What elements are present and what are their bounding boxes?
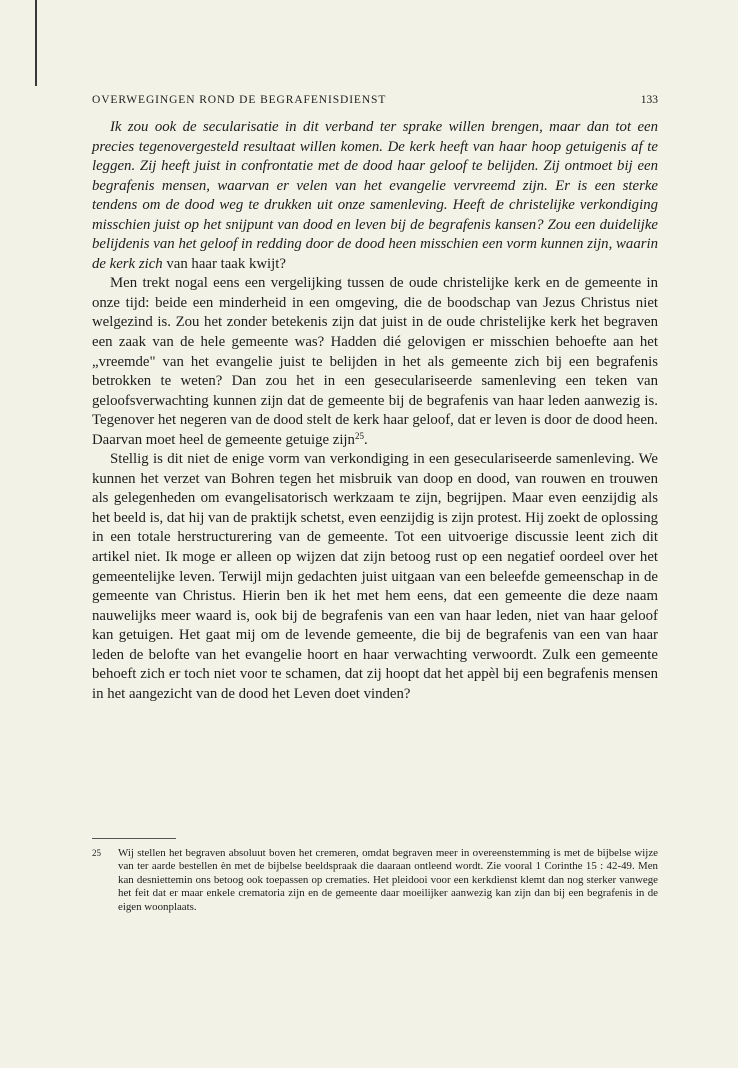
paragraph-3 — [92, 450, 658, 704]
footnote-reference[interactable]: 25 — [354, 430, 364, 441]
running-title: OVERWEGINGEN ROND DE BEGRAFENISDIENST — [92, 94, 387, 106]
paragraph-2-end: . — [363, 431, 368, 448]
footnote — [92, 847, 658, 914]
body-text — [92, 118, 658, 704]
paragraph-2 — [92, 274, 658, 450]
footnote-number: 25 — [92, 848, 101, 858]
footnote-text: Wij stellen het begraven absoluut boven het cremeren, omdat begraven meer in overeenstemming is met de bijbelse wijze van ter aarde bestellen èn met de bijbelse beeldspraak die daaraan ontleend wordt. Zie vooral 1 Corinthe 15 : 42-49. Men kan desniettemin ons betoog ook toepassen op crematies. Het pleidooi voor een kerkdienst klemt dan nog sterker vanwege het feit dat er maar enkele crematoria zijn en de gemeente daar moeilijker aanwezig kan zijn dan bij een begrafenis in de eigen woonplaats. — [118, 847, 658, 913]
paragraph-2-text: Men trekt nogal eens een vergelijking tussen de oude christelijke kerk en de gemeente in onze tijd: beide een minderheid in een omgeving, die de boodschap van Jezus Christus niet welgezind is. Zou het zonder betekenis zijn dat juist in de oude christelijke kerk het begraven een zaak van de hele gemeente was? Hadden dié gelovigen er misschien behoefte aan het „vreemde" van het evangelie juist te belijden in het als gemeente zich bij een begrafenis betrokken te weten? Dan zou het in een geseculariseerde samenleving een teken van geloofsverwachting kunnen zijn dat de gemeente bij de begrafenis van haar leden aanwezig is. Tegenover het negeren van de dood stelt de kerk haar geloof, dat er leven is door de dood heen. Daarvan moet heel de gemeente getuige zijn — [92, 275, 658, 448]
footnote-separator — [92, 838, 176, 839]
paragraph-1 — [92, 118, 658, 274]
page-number: 133 — [640, 94, 658, 106]
paragraph-1-italic: Ik zou ook de secularisatie in dit verband ter sprake willen brengen, maar dan tot een precies tegenovergesteld resultaat willen komen. De kerk heeft van haar hoop getuigenis af te leggen. Zij heeft juist in confrontatie met de dood haar geloof te belijden. Zij ontmoet bij een begrafenis mensen, waarvan er velen van het evangelie vervreemd zijn. Er is een sterke tendens om de dood weg te drukken uit onze samenleving. Heeft de christelijke verkondiging misschien juist op het snijpunt van dood en leven bij de begrafenis kansen? Zou een duidelijke belijdenis van het geloof in redding door de dood heen misschien een vorm kunnen zijn, waarin de kerk zich — [92, 119, 658, 272]
paragraph-3-text: Stellig is dit niet de enige vorm van verkondiging in een geseculariseerde samenleving. We kunnen het verzet van Bohren tegen het misbruik van doop en dood, van rouwen en trouwen als gelegenheden om evangelisatorisch werkzaam te zijn, begrijpen. Maar even eenzijdig als het beeld is, dat hij van de praktijk schetst, even eenzijdig is zijn protest. Hij zoekt de oplossing in een totale herstructurering van de gemeente. Tot een uitvoerige discussie leent zich dit artikel niet. Ik moge er alleen op wijzen dat zijn betoog rust op een negatief oordeel over het gemeentelijke leven. Terwijl mijn gedachten juist uitgaan van een beleefde gemeenschap in de gemeente van Christus. Hierin ben ik het met hem eens, dat een gemeente die deze naam nauwelijks meer waard is, ook bij de begrafenis van een van haar leden, niet van haar geloof kan getuigen. Het gaat mij om de levende gemeente, die bij de begrafenis van een van haar leden de belofte van het evangelie hoort en haar verwachting verwoordt. Zulk een gemeente behoeft zich er toch niet voor te schamen, dat zij hoopt dat het appèl bij een begrafenis mensen in het aangezicht van de dood het Leven doet vinden? — [92, 451, 658, 702]
running-head — [92, 94, 658, 110]
page-edge-line — [35, 0, 37, 86]
paragraph-1-roman-tail: van haar taak kwijt? — [162, 255, 286, 272]
